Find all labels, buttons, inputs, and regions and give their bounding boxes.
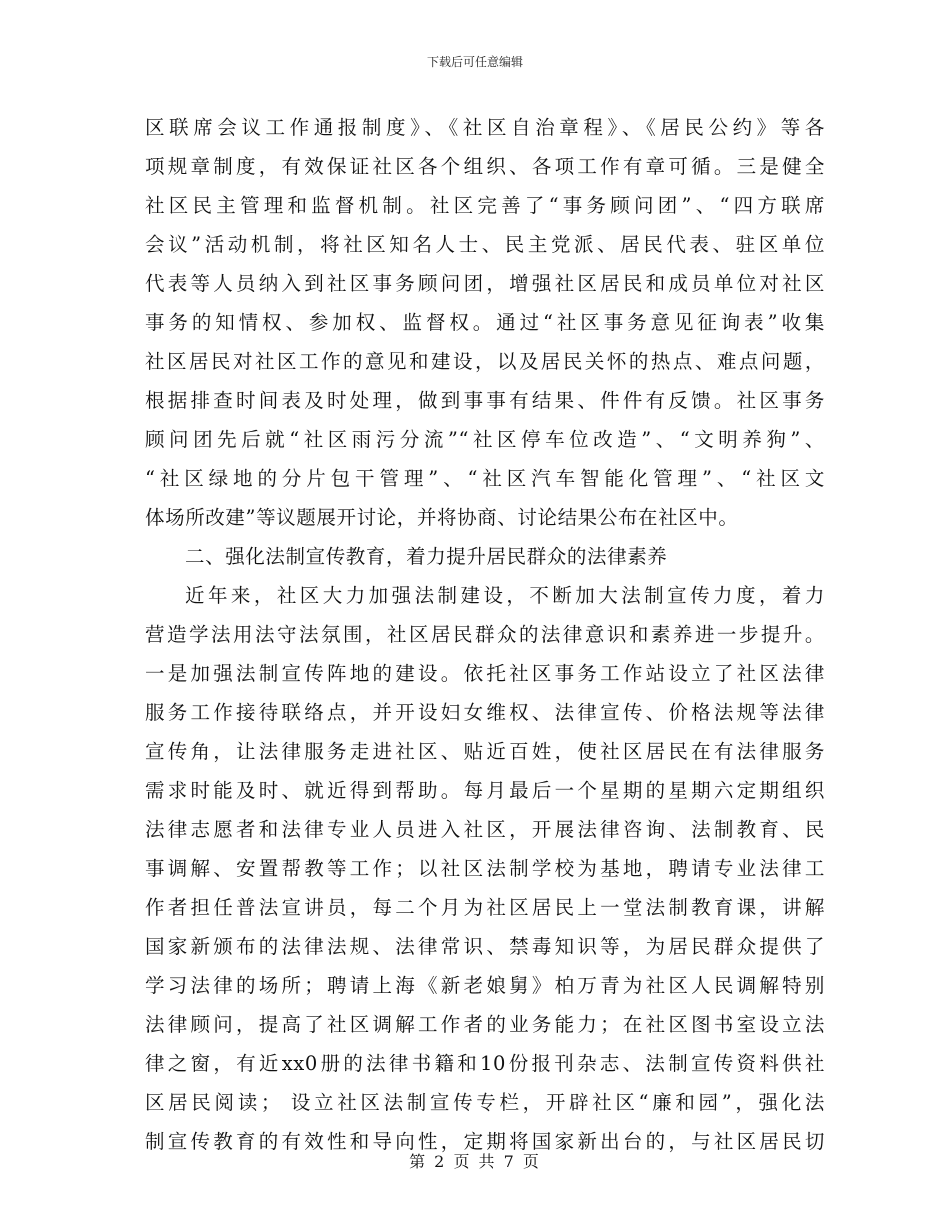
- text-line: 项规章制度，有效保证社区各个组织、各项工作有章可循。三是健全: [145, 155, 825, 178]
- text-line: 学习法律的场所；聘请上海《新老娘舅》柏万青为社区人民调解特别: [145, 974, 825, 997]
- text-line: 作者担任普法宣讲员，每二个月为社区居民上一堂法制教育课，讲解: [145, 896, 825, 919]
- page-number-footer: 第 2 页 共 7 页: [409, 1152, 541, 1171]
- text-line: 区联席会议工作通报制度》、《社区自治章程》、《居民公约》等各: [145, 116, 825, 139]
- text-line: 一是加强法制宣传阵地的建设。依托社区事务工作站设立了社区法律: [145, 662, 825, 685]
- text-line: 顾问团先后就“社区雨污分流”“社区停车位改造”、“文明养狗”、: [145, 428, 825, 451]
- document-body: [145, 108, 825, 1161]
- page-header: 下载后可任意编辑: [426, 55, 523, 69]
- section-heading: 二、强化法制宣传教育，着力提升居民群众的法律素养: [185, 545, 668, 568]
- text-line: 制宣传教育的有效性和导向性，定期将国家新出台的，与社区居民切: [145, 1130, 825, 1153]
- text-line: 事调解、安置帮教等工作；以社区法制学校为基地，聘请专业法律工: [145, 857, 825, 880]
- text-line: 事务的知情权、参加权、监督权。通过“社区事务意见征询表”收集: [145, 311, 825, 334]
- text-line: 需求时能及时、就近得到帮助。每月最后一个星期的星期六定期组织: [145, 779, 825, 802]
- text-line: 代表等人员纳入到社区事务顾问团，增强社区居民和成员单位对社区: [145, 272, 825, 295]
- text-line: 根据排查时间表及时处理，做到事事有结果、件件有反馈。社区事务: [145, 389, 825, 412]
- text-line: 服务工作接待联络点，并开设妇女维权、法律宣传、价格法规等法律: [145, 701, 825, 724]
- text-line: 会议”活动机制，将社区知名人士、民主党派、居民代表、驻区单位: [145, 233, 825, 256]
- text-line: “社区绿地的分片包干管理”、“社区汽车智能化管理”、“社区文: [145, 467, 825, 490]
- text-line: 法律志愿者和法律专业人员进入社区，开展法律咨询、法制教育、民: [145, 818, 825, 841]
- text-line: 近年来，社区大力加强法制建设，不断加大法制宣传力度，着力: [185, 584, 825, 607]
- text-line: 社区民主管理和监督机制。社区完善了“事务顾问团”、“四方联席: [145, 194, 825, 217]
- text-line: 宣传角，让法律服务走进社区、贴近百姓，使社区居民在有法律服务: [145, 740, 825, 763]
- text-line: 区居民阅读； 设立社区法制宣传专栏，开辟社区“廉和园”，强化法: [145, 1091, 825, 1114]
- text-line: 法律顾问，提高了社区调解工作者的业务能力；在社区图书室设立法: [145, 1013, 825, 1036]
- text-line: 体场所改建”等议题展开讨论，并将协商、讨论结果公布在社区中。: [145, 506, 739, 529]
- text-line: 社区居民对社区工作的意见和建设，以及居民关怀的热点、难点问题，: [145, 350, 825, 373]
- text-line: 营造学法用法守法氛围，社区居民群众的法律意识和素养进一步提升。: [145, 623, 825, 646]
- text-line: 律之窗，有近xx0册的法律书籍和10份报刊杂志、法制宣传资料供社: [145, 1052, 825, 1075]
- text-line: 国家新颁布的法律法规、法律常识、禁毒知识等，为居民群众提供了: [145, 935, 825, 958]
